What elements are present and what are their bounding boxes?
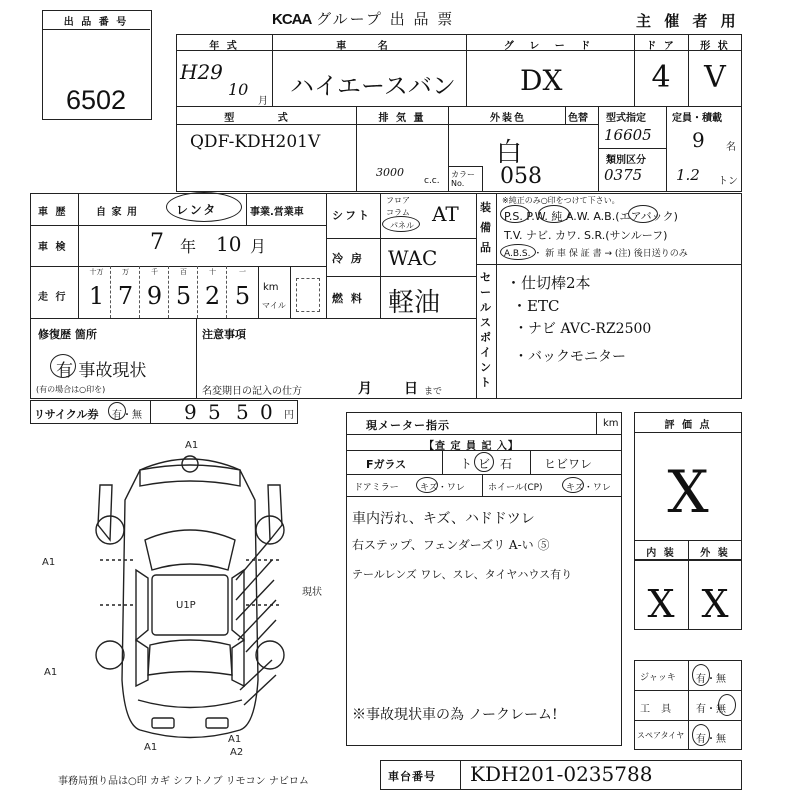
mile-box (296, 278, 320, 312)
shape-value: V (704, 60, 726, 95)
sales-point-1: ・仕切棒2本 (506, 274, 591, 292)
tool-kit-label: 工 具 (640, 704, 676, 715)
type-spec-value: 16605 (604, 126, 652, 144)
capacity-label: 定員・積載 (672, 113, 722, 124)
car-diagram (40, 430, 340, 760)
form-title-text: グループ 出 品 票 (316, 10, 455, 28)
repair-note: (有の場合は○印を) (36, 385, 106, 394)
tool-kit-value: 有・無 (696, 704, 726, 715)
shape-label: 形 状 (700, 41, 730, 52)
sales-point-4: ・バックモニター (514, 349, 626, 365)
class-value: 0375 (604, 166, 643, 184)
mirror-options: キズ・ワレ (420, 483, 465, 493)
digit-1: 5 (234, 282, 251, 310)
shift-option-panel[interactable]: パネル (390, 221, 414, 230)
glass-opt-1: ト (460, 457, 473, 471)
recycle-digit-4: 0 (260, 400, 273, 424)
wheel-options: キズ・ワレ (566, 483, 611, 493)
mileage-digits (82, 266, 258, 318)
recycle-digit-1: 9 (184, 400, 197, 424)
type-spec-label: 型式指定 (606, 113, 646, 124)
kit-circle (718, 694, 736, 716)
sales-point-2: ・ETC (512, 297, 560, 315)
year-value: H29 (180, 60, 223, 84)
diagram-mark-8: 現状 (302, 587, 322, 598)
capacity-value: 9 (692, 128, 705, 152)
glass-circle (474, 452, 494, 472)
mirror-label: ドアミラー (354, 483, 399, 493)
mirror-circle (416, 477, 438, 493)
door-value: 4 (651, 60, 671, 95)
door-label: ド ア (646, 41, 676, 52)
history-business[interactable]: 事業.営業車 (250, 207, 304, 218)
inspector-label: 【査 定 員 記 入】 (424, 441, 519, 452)
sales-point-3: ・ナビ AVC-RZ2500 (514, 321, 652, 337)
inspection-month: 10 (216, 232, 242, 256)
abs-circle (500, 244, 536, 260)
mileage-mile: マイル (262, 301, 286, 310)
equipment-line-3: A.B.S. ・ 新 車 保 証 書 → (注) 後日送りのみ (504, 249, 688, 259)
history-own[interactable]: 自 家 用 (96, 207, 138, 218)
tool-jack-value: 有・無 (696, 674, 726, 685)
model-label: 型 式 (224, 113, 308, 124)
notice-label: 注意事項 (202, 328, 246, 341)
notice-month: 月 (358, 381, 372, 397)
chassis-label: 車台番号 (388, 770, 436, 783)
load-unit: トン (718, 176, 738, 187)
inspection-year: 7 (150, 230, 164, 255)
glass-opt-3: ヒビワレ (544, 457, 593, 471)
interior-label: 内 装 (646, 548, 676, 559)
notice-day: 日 (404, 381, 418, 397)
digit-10k: 7 (117, 282, 134, 310)
unit-1: 一 (239, 268, 246, 276)
grade-label: グ レ ー ド (503, 41, 597, 52)
unit-10k: 万 (122, 268, 129, 276)
digit-100: 5 (175, 282, 192, 310)
digit-100k: 1 (88, 282, 105, 310)
repair-value: 有 事故現状 (56, 361, 147, 381)
recycle-digit-2: 5 (208, 400, 221, 424)
fuel-label: 燃 料 (332, 292, 364, 305)
score-label: 評 価 点 (664, 420, 712, 431)
ac-value: WAC (388, 246, 438, 270)
mileage-km: km (263, 282, 279, 293)
spare-circle (692, 724, 710, 746)
remark-3: テールレンズ ワレ、スレ、タイヤハウス有り (352, 568, 573, 581)
remark-2: 右ステップ、フェンダーズリ A-い ⑤ (352, 538, 550, 552)
score-mark: X (667, 458, 709, 526)
recycle-circle (108, 402, 126, 420)
fuel-value: 軽油 (388, 288, 441, 318)
digit-10: 2 (204, 282, 221, 310)
displacement-label: 排 気 量 (378, 113, 426, 124)
shift-value: AT (432, 202, 459, 226)
grade-value: DX (520, 64, 563, 97)
ps-circle (500, 205, 530, 223)
brand-logo: KCAA (272, 11, 312, 28)
lot-number-value: 6502 (65, 85, 127, 115)
tool-spare-label: スペアタイヤ (637, 731, 685, 740)
form-title (272, 8, 454, 29)
equipment-line-2: T.V. ナビ. カワ. S.R.(サンルーフ) (504, 229, 668, 242)
repair-circle (50, 354, 76, 378)
recycle-label: リサイクル券 (34, 408, 99, 421)
month-unit: 月 (258, 96, 268, 107)
panel-circle (382, 216, 420, 232)
color-change-label: 色替 (568, 113, 588, 124)
meter-unit: km (603, 418, 619, 429)
remark-4: ※事故現状車の為 ノークレーム! (352, 707, 558, 723)
lot-number-box (42, 10, 152, 120)
capacity-unit: 名 (726, 142, 736, 153)
equipment-note: ※純正のみ○印をつけて下さい。 (502, 196, 620, 205)
notice-deadline-label: 名変期日の記入の仕方 (202, 386, 302, 397)
car-name-value: ハイエースバン (290, 72, 456, 100)
recycle-digit-3: 5 (236, 400, 249, 424)
ab-circle (628, 205, 658, 223)
glass-opt-2: 石 (500, 457, 513, 471)
office-items: 事務局預り品は○印 カギ シフトノブ リモコン ナビロム (58, 776, 309, 787)
year-label: 年 式 (209, 41, 239, 52)
unit-100: 百 (180, 268, 187, 276)
unit-10: 十 (209, 268, 216, 276)
tool-spare-value: 有・無 (696, 734, 726, 745)
exterior-color-value: 白 (496, 138, 523, 168)
wheel-label: ホイール(CP) (488, 483, 543, 493)
glass-label: Fガラス (366, 458, 407, 471)
inspection-month-unit: 月 (250, 237, 267, 256)
diagram-mark-7: U1P (176, 600, 196, 611)
wheel-circle (562, 477, 584, 493)
diagram-mark-4: A1 (144, 742, 158, 753)
organizer-label: 主 催 者 用 (636, 12, 740, 30)
car-name-label: 車 名 (336, 41, 402, 52)
month-value: 10 (228, 80, 249, 99)
color-no-label: カラー No. (451, 170, 475, 188)
displacement-value: 3000 (376, 166, 404, 179)
chassis-value: KDH201-0235788 (470, 762, 653, 786)
unit-1k: 千 (151, 268, 158, 276)
unit-100k: 十万 (89, 268, 104, 276)
recycle-options: 有・無 (112, 410, 142, 421)
tool-jack-label: ジャッキ (640, 673, 676, 683)
shift-label: シフト (332, 209, 371, 222)
diagram-mark-2: A1 (42, 557, 56, 568)
equipment-line-1: P.S. P.W. 純 A.W. A.B.(エアバック) (504, 210, 678, 223)
jack-circle (692, 664, 710, 686)
inspection-year-unit: 年 (180, 237, 197, 256)
diagram-mark-6: A2 (230, 747, 244, 758)
mileage-label: 走 行 (38, 292, 68, 303)
exterior-color-label: 外装色 (490, 113, 526, 124)
load-value: 1.2 (676, 166, 700, 184)
model-value: QDF-KDH201V (190, 132, 321, 152)
history-label: 車 歴 (38, 207, 68, 218)
diagram-mark-3: A1 (44, 667, 58, 678)
class-label: 類別区分 (606, 155, 646, 166)
displacement-unit: c.c. (424, 176, 440, 186)
ac-label: 冷 房 (332, 252, 364, 265)
exterior-mark: X (701, 582, 729, 626)
shift-option-column[interactable]: コラム (386, 208, 410, 217)
pw-circle (538, 205, 570, 223)
rental-circle (166, 192, 242, 222)
history-rental[interactable]: レンタ (176, 203, 218, 217)
lot-divider (43, 29, 150, 30)
exterior-label: 外 装 (700, 548, 730, 559)
remark-1: 車内汚れ、キズ、ハドドツレ (352, 511, 535, 527)
inspection-label: 車 検 (38, 242, 68, 253)
lot-number-label: 出 品 番 号 (63, 17, 129, 28)
diagram-mark-1: A1 (185, 440, 199, 451)
shift-option-floor[interactable]: フロア (386, 196, 410, 205)
color-no-value: 058 (500, 164, 542, 189)
equipment-label: 装 備 品 (480, 201, 491, 254)
meter-label: 現メーター指示 (366, 419, 450, 432)
digit-1k: 9 (146, 282, 163, 310)
recycle-unit: 円 (284, 410, 294, 421)
glass-opt-1-circled: ビ (478, 457, 491, 471)
notice-until: まで (424, 387, 443, 397)
diagram-mark-5: A1 (228, 734, 242, 745)
sales-points-label: セールスポイント (480, 271, 491, 389)
interior-mark: X (647, 582, 675, 626)
repair-label: 修復歴 箇所 (38, 328, 97, 341)
